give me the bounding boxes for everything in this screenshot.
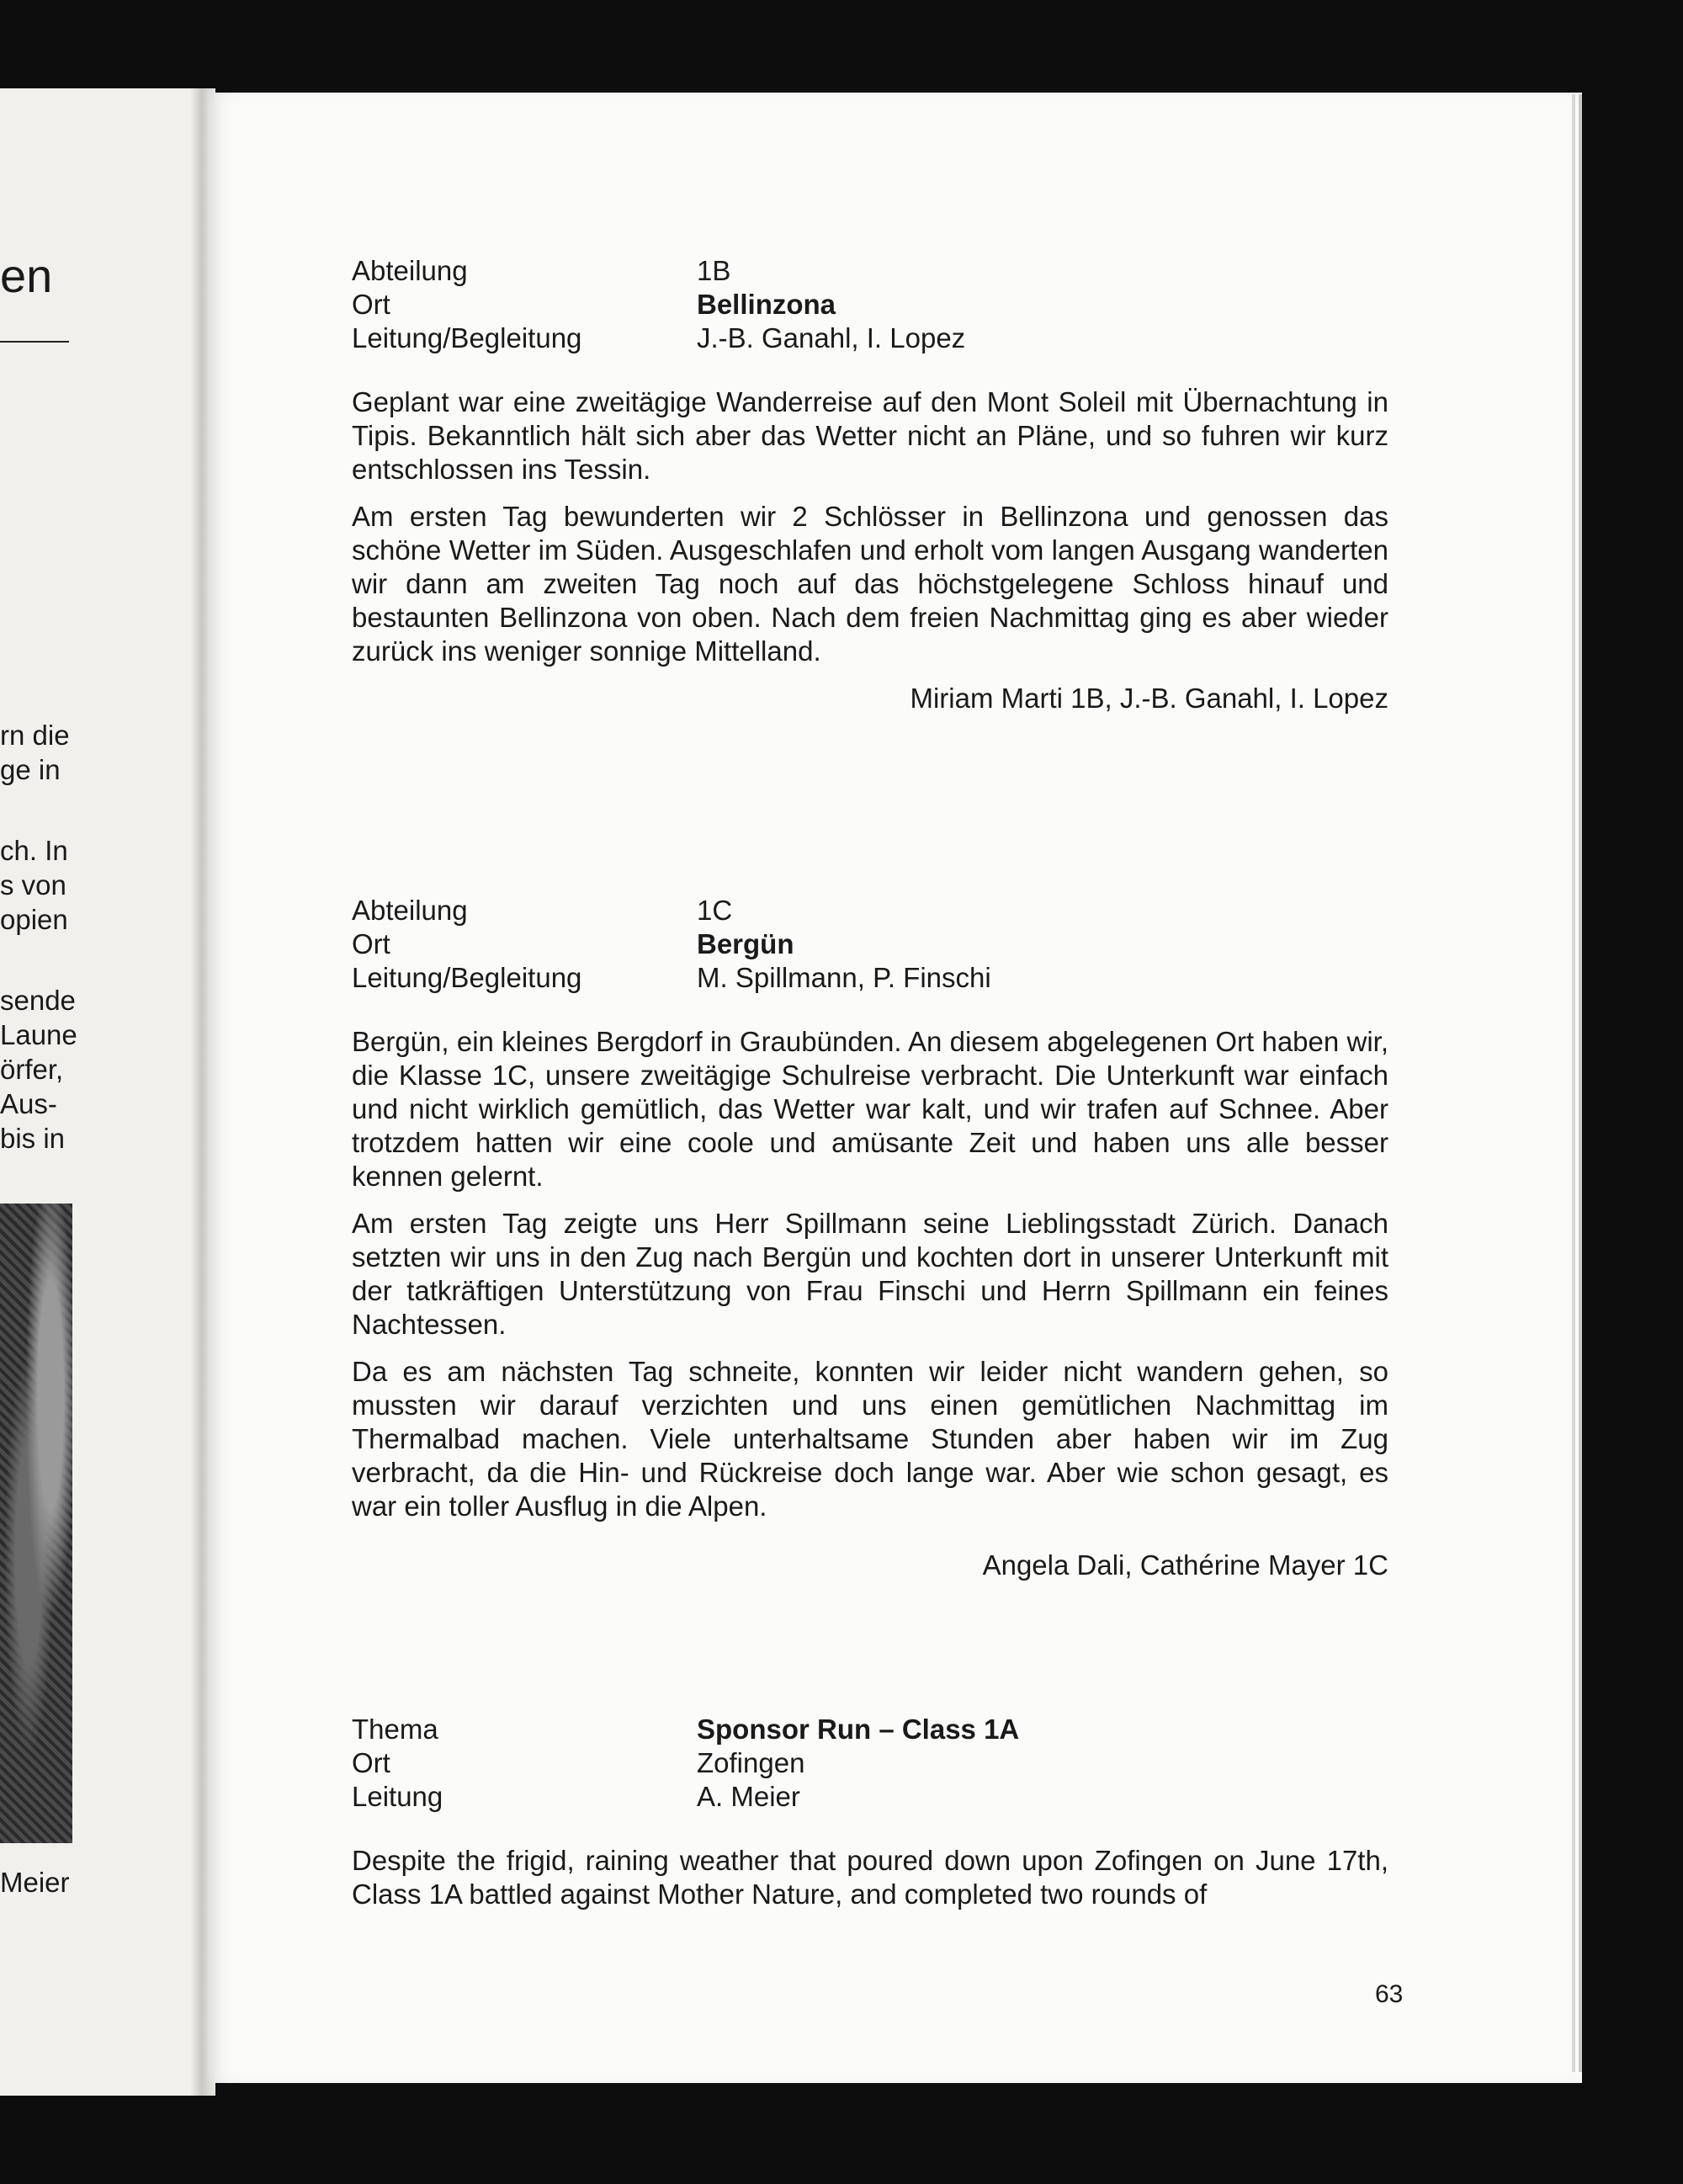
section-1a [352, 1713, 1388, 1911]
left-fragment-line: Laune [0, 1019, 77, 1050]
left-text-fragment-2 [0, 833, 68, 937]
left-fragment-line: s von [0, 869, 66, 901]
meta-row [352, 894, 1388, 927]
meta-key: Abteilung [352, 895, 468, 926]
left-text-fragment-1 [0, 718, 70, 787]
left-fragment-line: ch. In [0, 835, 68, 866]
meta-value: 1B [697, 255, 731, 286]
meta-value: M. Spillmann, P. Finschi [697, 962, 991, 993]
left-heading-fragment: en [0, 249, 53, 302]
meta-key: Abteilung [352, 255, 468, 286]
left-heading-rule [0, 341, 69, 343]
left-photo-caption: Meier [0, 1867, 70, 1898]
meta-key: Ort [352, 1747, 390, 1778]
left-fragment-line: Aus- [0, 1088, 57, 1119]
meta-value: J.-B. Ganahl, I. Lopez [697, 322, 966, 353]
left-fragment-line: örfer, [0, 1054, 64, 1085]
page-edge [1579, 94, 1582, 2072]
left-photo [0, 1204, 72, 1843]
meta-value: Bergün [697, 928, 794, 959]
section-1c [352, 894, 1388, 1582]
page-edge [1572, 94, 1575, 2072]
left-fragment-line: opien [0, 904, 68, 935]
meta-row [352, 1780, 1388, 1814]
meta-value: Bellinzona [697, 289, 836, 320]
left-fragment-line: bis in [0, 1123, 66, 1154]
left-fragment-line: ge in [0, 754, 61, 785]
left-text-fragment-3 [0, 983, 77, 1156]
paragraph: Da es am nächsten Tag schneite, konnten wir leider nicht wandern gehen, so mussten wir darauf verzichten und uns einen gemütlichen Nachmittag im Thermalbad machen. Viele unterhaltsame Stunden aber haben wir im Zug verbracht, da die Hin- und Rückreise doch lange war. Aber wie schon gesagt, es war ein toller Ausflug in die Alpen. [352, 1356, 1388, 1522]
page-number: 63 [1375, 1980, 1404, 2008]
meta-row [352, 1746, 1388, 1780]
meta-key: Leitung/Begleitung [352, 962, 582, 993]
meta-key: Leitung [352, 1781, 443, 1812]
meta-value: Sponsor Run – Class 1A [697, 1714, 1020, 1745]
paragraph: Bergün, ein kleines Bergdorf in Graubünden. An diesem abgelegenen Ort haben wir, die Klasse 1C, unsere zweitägige Schulreise verbracht. Die Unterkunft war einfach und nicht wirklich gemütlich, das Wetter war kalt, und wir trafen auf Schnee. Aber trotzdem hatten wir eine coole und amüsante Zeit und haben uns alle besser kennen gelernt. [352, 1026, 1388, 1192]
paragraph: Geplant war eine zweitägige Wanderreise auf den Mont Soleil mit Übernachtung in Tipis. Bekanntlich hält sich aber das Wetter nicht an Pläne, und so fuhren wir kurz entschlossen ins Tessin. [352, 386, 1388, 485]
meta-key: Leitung/Begleitung [352, 322, 582, 353]
section-1b [352, 254, 1388, 715]
left-fragment-line: sende [0, 985, 76, 1016]
paragraph: Am ersten Tag zeigte uns Herr Spillmann seine Lieblingsstadt Zürich. Danach setzten wir uns in den Zug nach Bergün und kochten dort in unserer Unterkunft mit der tatkräftigen Unterstützung von Frau Finschi und Herrn Spillmann ein feines Nachtessen. [352, 1208, 1388, 1340]
paragraph: Despite the frigid, raining weather that poured down upon Zofingen on June 17th, Class 1A battled against Mother Nature, and completed two rounds of [352, 1845, 1388, 1910]
meta-row [352, 288, 1388, 321]
meta-row [352, 254, 1388, 288]
meta-row [352, 927, 1388, 961]
left-fragment-line: rn die [0, 720, 70, 751]
meta-value: Zofingen [697, 1747, 805, 1778]
paragraph: Am ersten Tag bewunderten wir 2 Schlösser in Bellinzona und genossen das schöne Wetter im Süden. Ausgeschlafen und erholt vom langen Ausgang wanderten wir dann am zweiten Tag noch auf das höchstgelegene Schloss hinauf und bestaunten Bellinzona von oben. Nach dem freien Nachmittag ging es aber wieder zurück ins weniger sonnige Mittelland. [352, 501, 1388, 667]
signature: Miriam Marti 1B, J.-B. Ganahl, I. Lopez [910, 683, 1388, 714]
meta-row [352, 1713, 1388, 1746]
meta-value: 1C [697, 895, 733, 926]
meta-key: Thema [352, 1714, 438, 1745]
meta-row [352, 961, 1388, 995]
meta-value: A. Meier [697, 1781, 800, 1812]
signature: Angela Dali, Cathérine Mayer 1C [982, 1549, 1388, 1581]
meta-key: Ort [352, 928, 390, 959]
meta-row [352, 321, 1388, 355]
meta-key: Ort [352, 289, 390, 320]
